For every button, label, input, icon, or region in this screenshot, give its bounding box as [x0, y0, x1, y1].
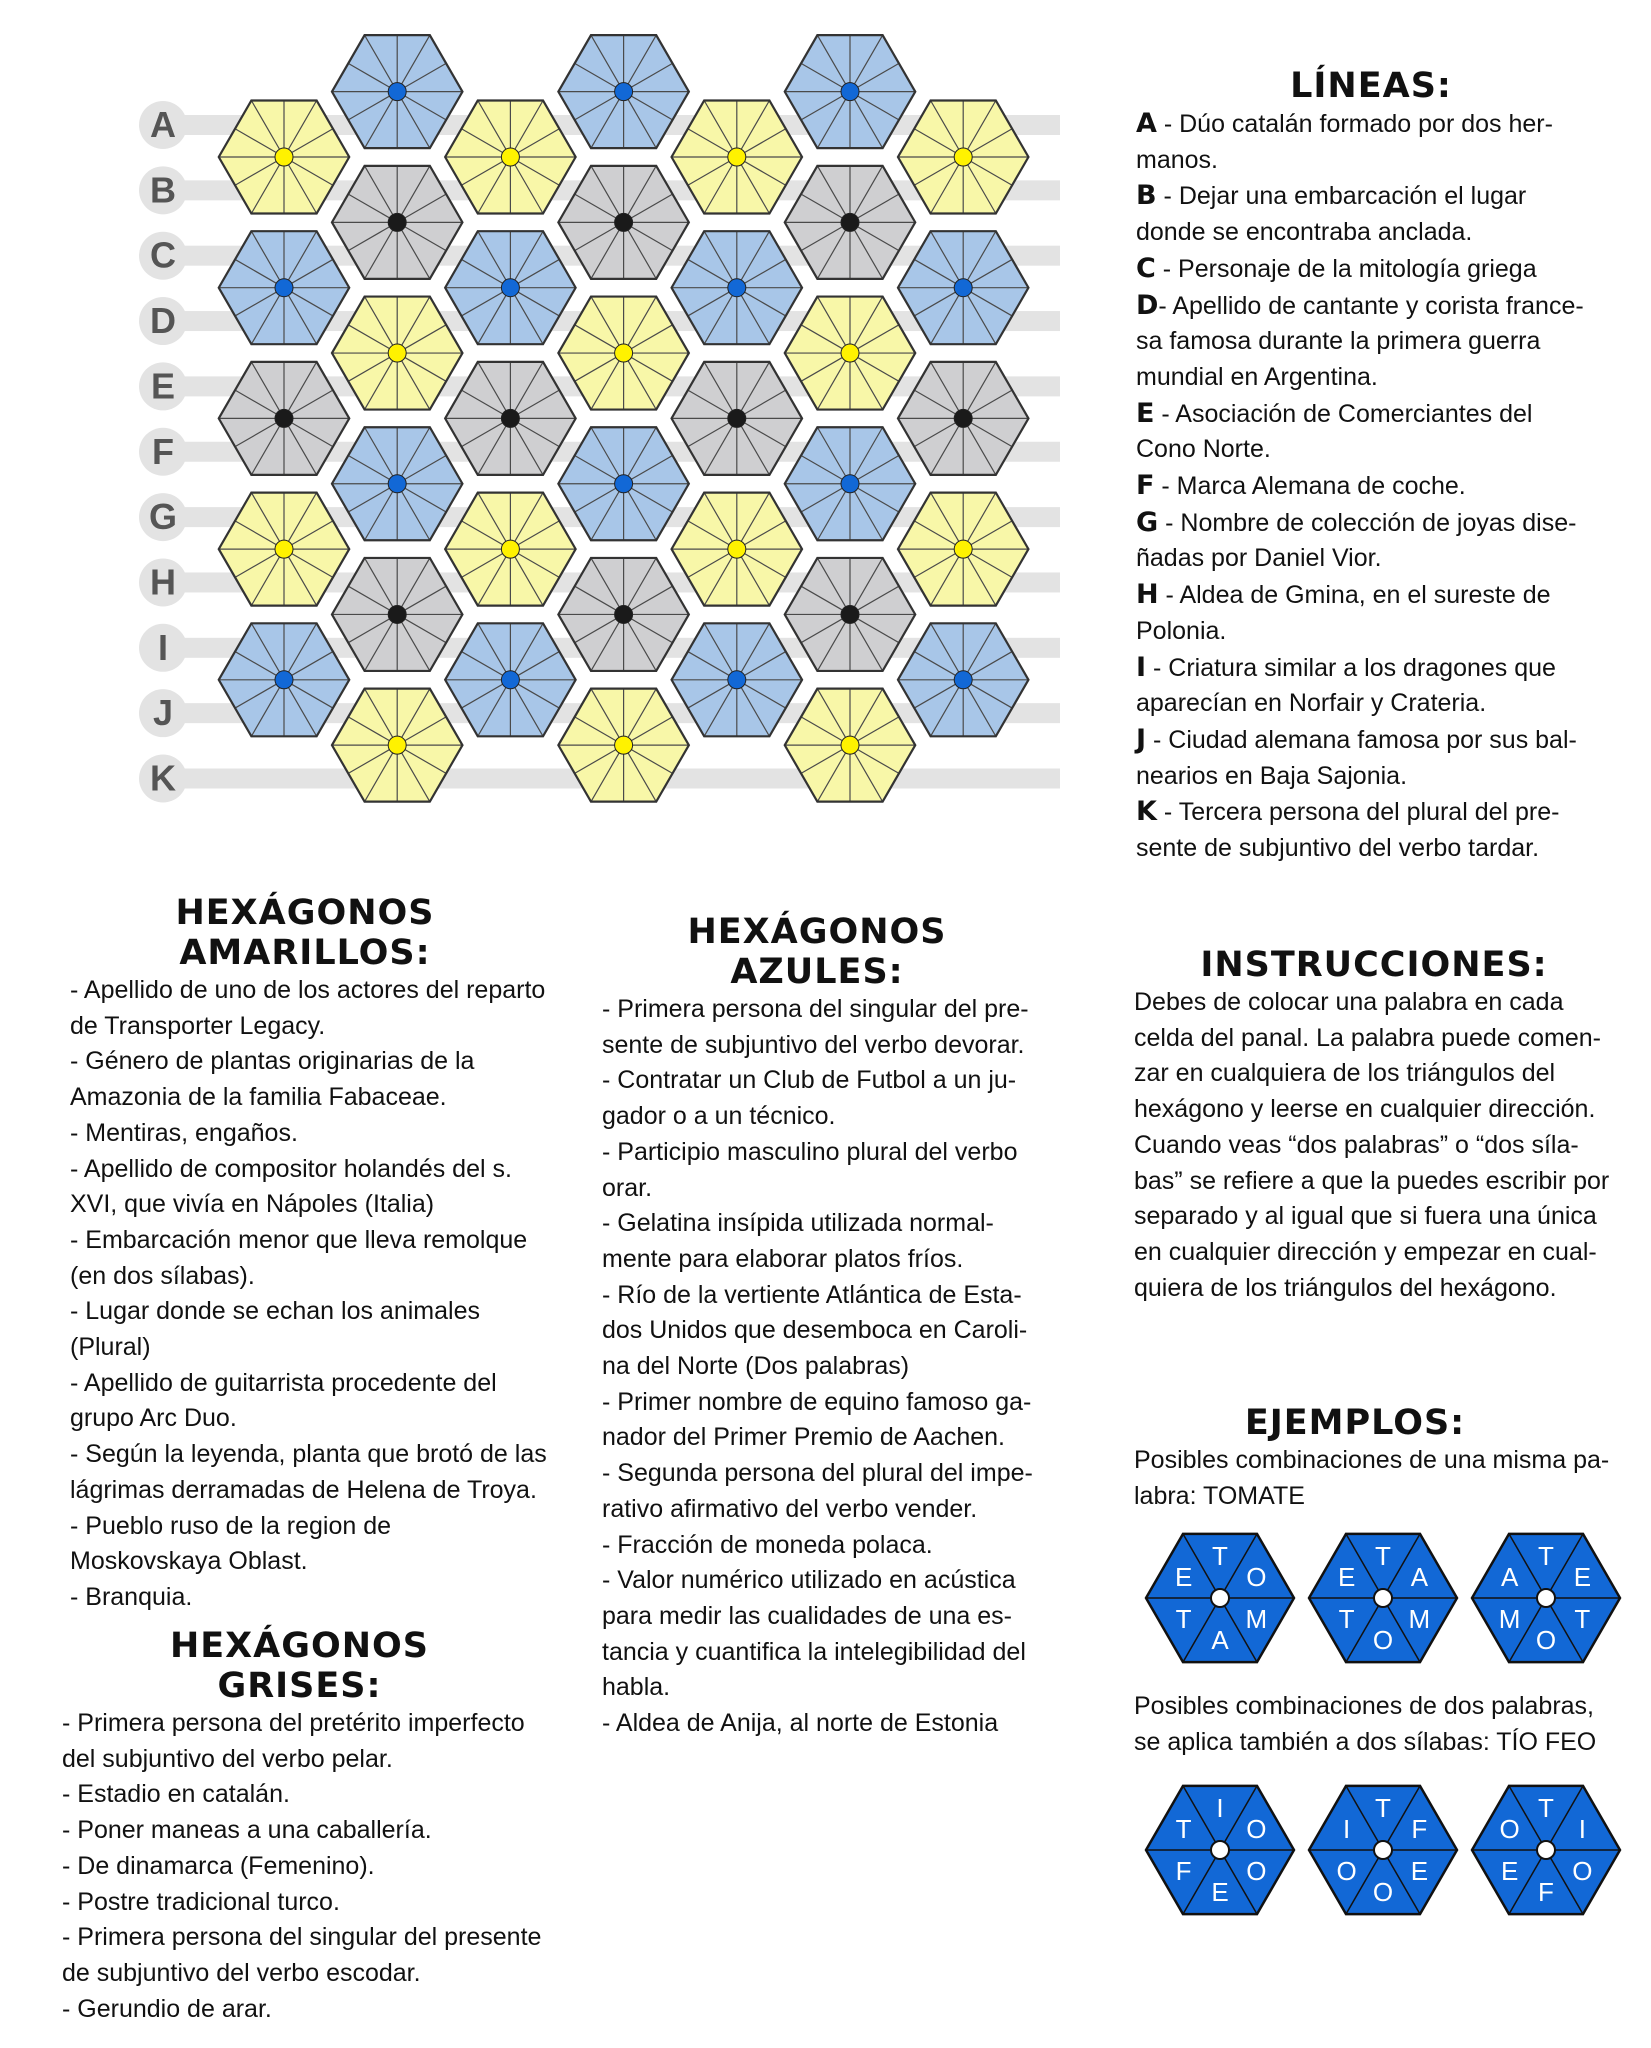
instructions-line: Cuando veas “dos palabras” o “dos síla- — [1134, 1130, 1579, 1159]
hexagon-center-dot — [841, 83, 859, 101]
hexagon-center-dot — [501, 148, 519, 166]
example-hexagon — [1309, 1534, 1457, 1662]
yellow-clue-line: - Pueblo ruso de la region de — [70, 1511, 392, 1540]
line-clue-separator: - — [1146, 725, 1169, 754]
yellow-clue-line: (en dos sílabas). — [70, 1261, 255, 1290]
blue-clue-line: na del Norte (Dos palabras) — [602, 1352, 910, 1381]
hexagon-center-dot — [841, 213, 859, 231]
blue-clue-line: para medir las cualidades de una es- — [602, 1601, 1012, 1630]
example-letter: T — [1212, 1541, 1228, 1571]
blue-title-line1: HEXÁGONOS — [687, 912, 947, 952]
grey-clue-line: del subjuntivo del verbo pelar. — [62, 1744, 393, 1773]
grey-clue-line: - Poner maneas a una caballería. — [62, 1816, 432, 1845]
line-clue-separator: - — [1154, 472, 1177, 501]
example-letter: O — [1535, 1625, 1557, 1655]
row-label-f: F — [152, 430, 174, 472]
yellow-title-line2: AMARILLOS: — [179, 933, 431, 973]
line-clue-h — [1136, 577, 1606, 614]
hexagon-center-dot — [501, 671, 519, 689]
line-clue-separator: - — [1158, 581, 1180, 610]
examples-line: Posibles combinaciones de una misma pa- — [1134, 1446, 1610, 1474]
yellow-clue-line: - Apellido de uno de los actores del reparto — [70, 976, 546, 1004]
yellow-clue-line: Moskovskaya Oblast. — [70, 1547, 308, 1576]
blue-clue-line: - Gelatina insípida utilizada normal- — [602, 1209, 994, 1238]
examples-line: Posibles combinaciones de dos palabras, — [1134, 1692, 1594, 1720]
line-clue-text: sente de subjuntivo del verbo tardar. — [1136, 834, 1540, 863]
yellow-clue-line: - Mentiras, engaños. — [70, 1118, 298, 1147]
blue-clue-line: gador o a un técnico. — [602, 1102, 836, 1131]
example-letter: I — [1216, 1793, 1224, 1823]
example-letter: M — [1498, 1604, 1521, 1634]
example-letter: I — [1343, 1814, 1351, 1844]
example-center-dot — [1211, 1589, 1229, 1607]
line-clue-i — [1136, 650, 1606, 687]
line-clue-letter: I — [1136, 651, 1147, 683]
example-letter: O — [1499, 1814, 1520, 1844]
blue-clue-line: - Primer nombre de equino famoso ga- — [602, 1387, 1032, 1416]
example-letter: O — [1246, 1814, 1267, 1844]
example-letter: O — [1372, 1625, 1394, 1655]
blue-title-line2: AZULES: — [730, 952, 904, 992]
examples-line: se aplica también a dos sílabas: TÍO FEO — [1134, 1727, 1597, 1756]
hexagon-center-dot — [615, 83, 633, 101]
grey-clue-line: de subjuntivo del verbo escodar. — [62, 1958, 421, 1987]
instructions-line: separado y al igual que si fuera una única — [1134, 1202, 1597, 1231]
example-letter: T — [1375, 1541, 1391, 1571]
example-letter: T — [1574, 1604, 1591, 1634]
example-hexagon — [1472, 1534, 1620, 1662]
row-label-i: I — [157, 626, 169, 668]
examples-title: EJEMPLOS: — [1244, 1403, 1466, 1443]
line-clue-text: nearios en Baja Sajonia. — [1136, 761, 1408, 790]
yellow-clue-line: Amazonia de la familia Fabaceae. — [70, 1083, 447, 1112]
example-letter: E — [1573, 1562, 1592, 1592]
hexagon-center-dot — [388, 605, 406, 623]
lines-clue-list — [1136, 106, 1606, 867]
line-clue-letter: E — [1136, 397, 1155, 429]
blue-clue-line: - Segunda persona del plural del impe- — [602, 1459, 1033, 1488]
line-clue-d — [1136, 288, 1606, 325]
hexagon-center-dot — [841, 605, 859, 623]
row-label-d: D — [150, 300, 176, 342]
hexagon-center-dot — [728, 148, 746, 166]
hexagon-center-dot — [615, 475, 633, 493]
row-label-h: H — [150, 561, 176, 603]
line-clue-text: Apellido de cantante y corista france- — [1172, 291, 1584, 320]
examples-section — [1134, 1403, 1614, 1514]
example-hexagon — [1146, 1534, 1294, 1662]
instructions-line: celda del panal. La palabra puede comen- — [1134, 1023, 1602, 1052]
hexagon-center-dot — [728, 279, 746, 297]
hexagon-center-dot — [388, 213, 406, 231]
line-clue-letter: H — [1136, 579, 1159, 611]
line-clue-letter: D — [1136, 289, 1159, 321]
example-center-dot — [1374, 1841, 1392, 1859]
blue-clue-line: sente de subjuntivo del verbo devorar. — [602, 1030, 1025, 1059]
row-label-k: K — [150, 757, 176, 799]
example-letter: O — [1246, 1856, 1267, 1886]
example-letter: T — [1538, 1793, 1554, 1823]
grey-hexagons-section — [62, 1626, 552, 2027]
line-clue-letter: C — [1136, 252, 1156, 284]
line-clue-h — [1136, 614, 1606, 650]
example-letter: T — [1538, 1541, 1554, 1571]
line-clue-letter: G — [1136, 506, 1159, 538]
instructions-line: quiera de los triángulos del hexágono. — [1134, 1273, 1557, 1302]
hexagon-center-dot — [615, 736, 633, 754]
example-letter: E — [1337, 1562, 1356, 1592]
blue-clue-line: - Valor numérico utilizado en acústica — [602, 1566, 1016, 1595]
examples-tomate-hexagons — [1130, 1520, 1630, 1680]
line-clue-text: Dúo catalán formado por dos her- — [1179, 110, 1553, 138]
instructions-text — [1134, 985, 1614, 1306]
hexagon-center-dot — [275, 671, 293, 689]
blue-clue-line: rativo afirmativo del verbo vender. — [602, 1494, 978, 1523]
line-clue-separator: - — [1156, 798, 1179, 827]
line-clue-text: Cono Norte. — [1136, 435, 1271, 464]
example-letter: I — [1578, 1814, 1586, 1844]
yellow-clue-line: (Plural) — [70, 1333, 151, 1362]
blue-clue-list — [602, 992, 1042, 1742]
yellow-clue-line: - Branquia. — [70, 1582, 193, 1611]
line-clue-g — [1136, 541, 1606, 577]
blue-clue-line: mente para elaborar platos fríos. — [602, 1244, 964, 1273]
hexagon-center-dot — [954, 279, 972, 297]
yellow-clue-line: grupo Arc Duo. — [70, 1404, 237, 1433]
example-letter: T — [1175, 1814, 1192, 1844]
example-letter: A — [1500, 1562, 1519, 1592]
line-clue-letter: B — [1136, 180, 1157, 212]
grey-clue-line: - Estadio en catalán. — [62, 1780, 290, 1809]
lines-title: LÍNEAS: — [1290, 66, 1452, 106]
line-clue-j — [1136, 722, 1606, 759]
instructions-section — [1134, 945, 1614, 1306]
blue-clue-line: - Fracción de moneda polaca. — [602, 1530, 933, 1559]
example-letter: F — [1411, 1814, 1428, 1844]
row-label-e: E — [150, 365, 176, 407]
hexagon-center-dot — [954, 148, 972, 166]
instructions-line: en cualquier dirección y empezar en cual- — [1134, 1237, 1597, 1266]
yellow-clue-line: - Apellido de guitarrista procedente del — [70, 1368, 497, 1397]
line-clue-text: manos. — [1136, 145, 1218, 174]
yellow-clue-line: - Lugar donde se echan los animales — [70, 1297, 480, 1326]
line-clue-d — [1136, 360, 1606, 396]
example-letter: A — [1211, 1625, 1229, 1655]
example-letter: E — [1410, 1856, 1429, 1886]
line-clue-k — [1136, 831, 1606, 867]
hexagon-center-dot — [841, 344, 859, 362]
examples-tio-feo-hexagons — [1130, 1772, 1630, 1932]
example-letter: O — [1572, 1856, 1593, 1886]
line-clue-separator: - — [1154, 399, 1176, 428]
line-clue-text: Aldea de Gmina, en el sureste de — [1179, 581, 1551, 610]
hexagon-center-dot — [728, 409, 746, 427]
line-clue-text: Criatura similar a los dragones que — [1168, 653, 1556, 682]
blue-clue-line: - Participio masculino plural del verbo — [602, 1137, 1018, 1166]
hexagon-center-dot — [841, 475, 859, 493]
hexagon-center-dot — [275, 279, 293, 297]
blue-clue-line: habla. — [602, 1673, 671, 1702]
instructions-line: zar en cualquiera de los triángulos del — [1134, 1059, 1556, 1088]
line-clue-text: Personaje de la mitología griega — [1178, 254, 1537, 283]
example-center-dot — [1374, 1589, 1392, 1607]
yellow-clue-line: XVI, que vivía en Nápoles (Italia) — [70, 1190, 435, 1219]
line-clue-text: aparecían en Norfair y Crateria. — [1136, 689, 1487, 718]
line-clue-text: sa famosa durante la primera guerra — [1136, 327, 1541, 356]
example-letter: T — [1338, 1604, 1355, 1634]
hexagon-center-dot — [954, 540, 972, 558]
examples-text-tio-feo — [1134, 1689, 1614, 1760]
example-hexagon — [1309, 1786, 1457, 1914]
yellow-clue-line: de Transporter Legacy. — [70, 1011, 326, 1040]
blue-clue-line: - Contratar un Club de Futbol a un ju- — [602, 1066, 1017, 1095]
grey-title-line1: HEXÁGONOS — [169, 1626, 429, 1666]
yellow-clue-line: - Género de plantas originarias de la — [70, 1047, 475, 1076]
line-clue-text: ñadas por Daniel Vior. — [1136, 544, 1382, 573]
row-label-j: J — [152, 692, 174, 734]
line-clue-text: mundial en Argentina. — [1136, 362, 1378, 391]
grey-title-line2: GRISES: — [217, 1666, 382, 1706]
grey-clue-line: - Primera persona del singular del presente — [62, 1923, 542, 1952]
line-clue-text: Polonia. — [1136, 616, 1227, 645]
yellow-clue-line: - Embarcación menor que lleva remolque — [70, 1225, 528, 1254]
hexagon-center-dot — [841, 736, 859, 754]
yellow-clue-line: - Apellido de compositor holandés del s. — [70, 1154, 512, 1183]
line-clue-letter: K — [1136, 796, 1157, 828]
line-clue-text: Dejar una embarcación el lugar — [1178, 182, 1527, 211]
line-clue-separator: - — [1156, 182, 1179, 211]
line-clue-separator: - — [1156, 110, 1180, 138]
line-clue-text: donde se encontraba anclada. — [1136, 218, 1473, 247]
hexagon-center-dot — [954, 671, 972, 689]
example-letter: M — [1245, 1604, 1268, 1634]
grey-clue-line: - Primera persona del pretérito imperfecto — [62, 1709, 525, 1737]
blue-clue-line: - Primera persona del singular del pre- — [602, 995, 1029, 1023]
line-clue-e — [1136, 396, 1606, 433]
honeycomb-grid — [0, 0, 1100, 900]
examples-text-tomate — [1134, 1443, 1614, 1514]
hexagon-center-dot — [615, 605, 633, 623]
line-clue-i — [1136, 686, 1606, 722]
line-clue-separator: - — [1146, 653, 1169, 682]
line-clue-separator: - — [1158, 508, 1181, 537]
lines-section — [1136, 66, 1606, 867]
blue-clue-line: dos Unidos que desemboca en Caroli- — [602, 1316, 1028, 1345]
example-letter: E — [1500, 1856, 1519, 1886]
yellow-clue-line: - Según la leyenda, planta que brotó de las — [70, 1440, 547, 1469]
yellow-clue-line: lágrimas derramadas de Helena de Troya. — [70, 1475, 537, 1504]
line-clue-separator: - — [1155, 254, 1179, 283]
hexagon-center-dot — [728, 671, 746, 689]
example-letter: T — [1175, 1604, 1192, 1634]
yellow-title-line1: HEXÁGONOS — [175, 893, 435, 933]
examples-section-2 — [1134, 1689, 1614, 1760]
example-letter: E — [1174, 1562, 1193, 1592]
line-clue-text: Ciudad alemana famosa por sus bal- — [1168, 725, 1577, 754]
hexagon-center-dot — [954, 409, 972, 427]
line-clue-b — [1136, 178, 1606, 215]
blue-clue-line: tancia y cuantifica la intelegibilidad del — [602, 1637, 1026, 1666]
grey-clue-line: - Postre tradicional turco. — [62, 1887, 340, 1916]
example-letter: O — [1336, 1856, 1357, 1886]
hexagon-center-dot — [275, 148, 293, 166]
hexagon-center-dot — [615, 213, 633, 231]
line-clue-letter: A — [1136, 108, 1157, 139]
line-clue-f — [1136, 468, 1606, 505]
hexagon-center-dot — [388, 475, 406, 493]
blue-clue-line: - Río de la vertiente Atlántica de Esta- — [602, 1280, 1022, 1309]
hexagon-center-dot — [275, 540, 293, 558]
examples-line: labra: TOMATE — [1134, 1481, 1305, 1510]
hexagon-center-dot — [388, 344, 406, 362]
row-label-c: C — [150, 234, 176, 276]
blue-clue-line: - Aldea de Anija, al norte de Estonia — [602, 1709, 999, 1738]
example-letter: M — [1408, 1604, 1431, 1634]
line-clue-d — [1136, 324, 1606, 360]
example-letter: F — [1175, 1856, 1192, 1886]
blue-clue-line: orar. — [602, 1173, 653, 1202]
grey-clue-line: - De dinamarca (Femenino). — [62, 1851, 375, 1880]
example-center-dot — [1211, 1841, 1229, 1859]
grey-clue-line: - Gerundio de arar. — [62, 1994, 272, 2023]
line-clue-k — [1136, 794, 1606, 831]
line-clue-a — [1136, 143, 1606, 179]
example-letter: F — [1538, 1877, 1554, 1907]
line-clue-j — [1136, 759, 1606, 795]
blue-clue-line: nador del Primer Premio de Aachen. — [602, 1423, 1005, 1452]
example-letter: T — [1375, 1793, 1391, 1823]
example-center-dot — [1537, 1589, 1555, 1607]
line-clue-text: Nombre de colección de joyas dise- — [1180, 508, 1577, 537]
grey-clue-list — [62, 1706, 552, 2027]
line-clue-a — [1136, 106, 1606, 143]
line-clue-letter: F — [1136, 470, 1155, 502]
instructions-line: Debes de colocar una palabra en cada — [1134, 988, 1564, 1016]
hexagon-center-dot — [501, 279, 519, 297]
hexagon-center-dot — [615, 344, 633, 362]
yellow-clue-list — [70, 973, 550, 1616]
example-hexagon — [1472, 1786, 1620, 1914]
hexagon-center-dot — [501, 409, 519, 427]
line-clue-text: Marca Alemana de coche. — [1176, 472, 1466, 501]
example-hexagon — [1146, 1786, 1294, 1914]
example-letter: A — [1410, 1562, 1429, 1592]
line-clue-c — [1136, 251, 1606, 288]
yellow-hexagons-section — [70, 893, 550, 1616]
hexagon-center-dot — [275, 409, 293, 427]
line-clue-letter: J — [1136, 723, 1147, 755]
row-label-g: G — [148, 496, 178, 538]
line-clue-g — [1136, 505, 1606, 542]
instructions-title: INSTRUCCIONES: — [1200, 945, 1548, 985]
hexagon-center-dot — [388, 736, 406, 754]
example-letter: O — [1246, 1562, 1267, 1592]
line-clue-separator: - — [1158, 291, 1173, 320]
hexagon-center-dot — [388, 83, 406, 101]
blue-hexagons-section — [602, 912, 1042, 1742]
example-letter: E — [1211, 1877, 1229, 1907]
row-label-b: B — [150, 169, 176, 211]
hexagon-center-dot — [728, 540, 746, 558]
instructions-line: hexágono y leerse en cualquier dirección. — [1134, 1095, 1596, 1124]
line-clue-text: Tercera persona del plural del pre- — [1178, 798, 1560, 827]
row-label-a: A — [150, 104, 176, 145]
line-clue-b — [1136, 215, 1606, 251]
example-center-dot — [1537, 1841, 1555, 1859]
line-clue-text: Asociación de Comerciantes del — [1175, 399, 1533, 428]
hexagon-center-dot — [501, 540, 519, 558]
instructions-line: bas” se refiere a que la puedes escribir por — [1134, 1166, 1610, 1195]
line-clue-e — [1136, 432, 1606, 468]
example-letter: O — [1372, 1877, 1394, 1907]
